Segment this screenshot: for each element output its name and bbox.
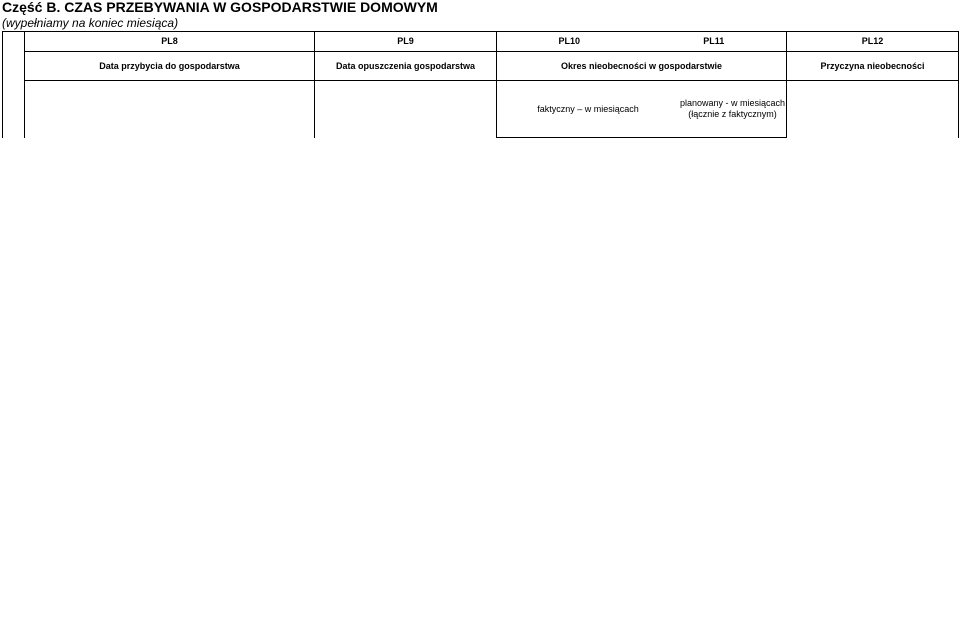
absence-sub-cell: [497, 81, 787, 138]
residence-time-table: [2, 31, 959, 138]
lp-header-cell: [3, 52, 25, 81]
absence-planned-label: planowany - w miesiącach (łącznie z faktycznym): [679, 98, 786, 119]
header-arrival: Data przybycia do gospodarstwa: [25, 52, 315, 81]
code-pl10-pl11: [497, 32, 787, 52]
code-pl11: PL11: [703, 36, 725, 46]
code-pl12: PL12: [787, 32, 959, 52]
absence-actual-label: faktyczny – w miesiącach: [537, 103, 639, 114]
section-subtitle: (wypełniamy na koniec miesiąca): [2, 16, 179, 30]
lp-sub-cell: [3, 81, 25, 138]
departure-sub-cell: [315, 81, 497, 138]
subheader-row: [3, 81, 959, 138]
code-pl10: PL10: [558, 36, 580, 46]
header-reason: Przyczyna nieobecności: [787, 52, 959, 81]
code-pl8: PL8: [25, 32, 315, 52]
header-departure: Data opuszczenia gospodarstwa: [315, 52, 497, 81]
form-heading: [2, 0, 958, 31]
header-absence: Okres nieobecności w gospodarstwie: [497, 52, 787, 81]
code-row: [3, 32, 959, 52]
header-row: [3, 52, 959, 81]
arrival-sub-cell: [25, 81, 315, 138]
reason-sub-cell: [787, 81, 959, 138]
code-pl9: PL9: [315, 32, 497, 52]
lp-code-cell: [3, 32, 25, 52]
section-title: Część B. CZAS PRZEBYWANIA W GOSPODARSTWIE DOMOWYM: [2, 0, 438, 15]
